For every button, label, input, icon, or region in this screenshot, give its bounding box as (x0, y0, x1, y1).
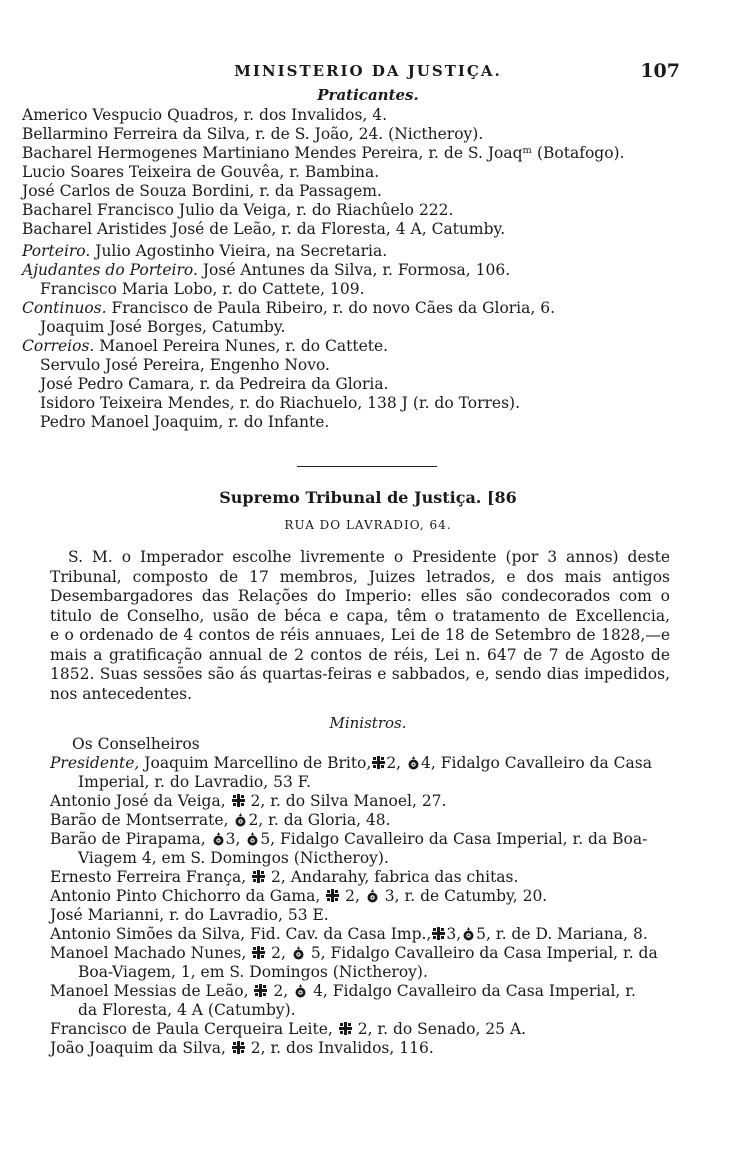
paragraph-line: Tribunal, composto de 17 membros, Juizes letrados, e dos mais antigos (50, 567, 670, 586)
list-item (50, 925, 648, 944)
list-item: Francisco Maria Lobo, r. do Cattete, 109. (40, 280, 365, 298)
order-cross-icon (232, 1041, 245, 1054)
list-item: Pedro Manoel Joaquim, r. do Infante. (40, 413, 330, 431)
order-medal-icon (407, 756, 420, 770)
paragraph-line: e o ordenado de 4 contos de réis annuaes, Lei de 18 de Setembro de 1828,—e (50, 626, 670, 644)
entry-text: 2, (273, 982, 289, 1000)
section-paragraph (50, 548, 670, 704)
order-cross-icon (339, 1022, 352, 1035)
entry-text: 3, (225, 830, 241, 848)
correios-label: Correios. (22, 337, 95, 355)
porteiro-text: Julio Agostinho Vieira, na Secretaria. (95, 242, 388, 260)
list-item: Boa-Viagem, 1, em S. Domingos (Nictheroy). (78, 963, 428, 981)
list-item (50, 944, 658, 963)
list-item (50, 811, 391, 830)
paragraph-line: Desembargadores das Relações do Imperio: elles são condecorados com o (50, 587, 670, 605)
order-cross-icon (252, 946, 265, 959)
presidente-entry (50, 754, 652, 773)
list-item (50, 792, 446, 811)
entry-text: Antonio Simões da Silva, Fid. Cav. da Casa Imp., (50, 925, 432, 943)
porteiro-entry (22, 242, 387, 261)
entry-text: João Joaquim da Silva, (50, 1039, 226, 1057)
continuos-text: Francisco de Paula Ribeiro, r. do novo Cães da Gloria, 6. (111, 299, 556, 317)
page-header-title: MINISTERIO DA JUSTIÇA. (234, 62, 502, 80)
section-address: RUA DO LAVRADIO, 64. (284, 518, 452, 532)
ajudantes-label: Ajudantes do Porteiro. (22, 261, 198, 279)
order-medal-icon (462, 927, 475, 941)
list-item: Americo Vespucio Quadros, r. dos Invalidos, 4. (22, 106, 388, 124)
entry-text: 2, r. do Silva Manoel, 27. (250, 792, 447, 810)
order-medal-icon (246, 832, 259, 846)
list-item (50, 887, 547, 906)
paragraph-line: nos antecedentes. (50, 684, 193, 703)
order-cross-icon (254, 984, 267, 997)
list-item: José Pedro Camara, r. da Pedreira da Gloria. (40, 375, 389, 393)
paragraph-line: S. M. o Imperador escolhe livremente o Presidente (por 3 annos) deste (68, 548, 670, 566)
list-item (50, 1039, 434, 1058)
entry-text: 3, (446, 925, 462, 943)
list-item: José Carlos de Souza Bordini, r. da Passagem. (22, 182, 382, 200)
entry-text: 5, Fidalgo Cavalleiro da Casa Imperial, r. da (310, 944, 658, 962)
entry-text: 4, Fidalgo Cavalleiro da Casa (421, 754, 652, 772)
list-item: José Marianni, r. do Lavradio, 53 E. (50, 906, 329, 924)
entry-text: Antonio Pinto Chichorro da Gama, (50, 887, 321, 905)
entry-text: Antonio José da Veiga, (50, 792, 226, 810)
conselheiros-label: Os Conselheiros (72, 735, 200, 753)
list-item: da Floresta, 4 A (Catumby). (78, 1001, 296, 1019)
presidente-label: Presidente, (50, 754, 140, 772)
list-item (50, 868, 518, 887)
list-item (50, 982, 636, 1001)
entry-text: 2, Andarahy, fabrica das chitas. (271, 868, 519, 886)
paragraph-line: 1852. Suas sessões são ás quartas-feiras e sabbados, e, sendo dias impedidos, (50, 665, 670, 683)
list-item (50, 830, 647, 849)
order-medal-icon (366, 889, 379, 903)
entry-text: Manoel Messias de Leão, (50, 982, 249, 1000)
correios-text: Manoel Pereira Nunes, r. do Cattete. (99, 337, 389, 355)
entry-text: 5, r. de D. Mariana, 8. (476, 925, 648, 943)
entry-text: Ernesto Ferreira França, (50, 868, 247, 886)
order-cross-icon (326, 889, 339, 902)
list-item: Joaquim José Borges, Catumby. (40, 318, 286, 336)
order-medal-icon (292, 946, 305, 960)
list-item: Bacharel Francisco Julio da Veiga, r. do Riachûelo 222. (22, 201, 454, 219)
section-title: Supremo Tribunal de Justiça. [86 (219, 488, 517, 507)
entry-text: 2, (386, 754, 402, 772)
entry-text: 2, r. dos Invalidos, 116. (250, 1039, 434, 1057)
page-number: 107 (640, 60, 680, 82)
entry-text: Manoel Machado Nunes, (50, 944, 247, 962)
order-cross-icon (372, 756, 385, 769)
entry-text: 4, Fidalgo Cavalleiro da Casa Imperial, r. (313, 982, 636, 1000)
continuos-label: Continuos. (22, 299, 107, 317)
praticantes-heading: Praticantes. (317, 86, 419, 104)
paragraph-line: mais a gratificação annual de 2 contos de réis, Lei n. 647 de 7 de Agosto de (50, 645, 670, 664)
ajudantes-entry (22, 261, 510, 280)
order-medal-icon (294, 984, 307, 998)
entry-text: 2, (271, 944, 286, 962)
entry-text: Barão de Montserrate, (50, 811, 229, 829)
list-item: Bacharel Aristides José de Leão, r. da Floresta, 4 A, Catumby. (22, 220, 506, 238)
entry-text: 3, r. de Catumby, 20. (384, 887, 548, 905)
paragraph-line: titulo de Conselho, usão de béca e capa, têm o tratamento de Excellencia, (50, 606, 670, 625)
entry-text: 5, Fidalgo Cavalleiro da Casa Imperial, r. da Boa- (260, 830, 648, 848)
list-item: Isidoro Teixeira Mendes, r. do Riachuelo, 138 J (r. do Torres). (40, 394, 521, 412)
list-item: Bellarmino Ferreira da Silva, r. de S. João, 24. (Nictheroy). (22, 125, 484, 143)
ajudantes-text: José Antunes da Silva, r. Formosa, 106. (202, 261, 511, 279)
entry-text: 2, (345, 887, 360, 905)
porteiro-label: Porteiro. (22, 242, 91, 260)
order-cross-icon (252, 870, 265, 883)
ministros-heading: Ministros. (329, 714, 407, 732)
list-item: Servulo José Pereira, Engenho Novo. (40, 356, 330, 374)
order-cross-icon (232, 794, 245, 807)
order-cross-icon (432, 927, 445, 940)
entry-text: 2, r. da Gloria, 48. (248, 811, 391, 829)
list-item: Viagem 4, em S. Domingos (Nictheroy). (78, 849, 389, 867)
list-item (50, 1020, 526, 1039)
order-medal-icon (234, 813, 247, 827)
entry-text: Joaquim Marcellino de Brito, (144, 754, 372, 772)
correios-entry (22, 337, 388, 356)
entry-text: 2, r. do Senado, 25 A. (357, 1020, 527, 1038)
list-item: Imperial, r. do Lavradio, 53 F. (78, 773, 311, 791)
continuos-entry (22, 299, 555, 318)
section-divider (297, 466, 437, 467)
list-item: Lucio Soares Teixeira de Gouvêa, r. Bambina. (22, 163, 380, 181)
entry-text: Barão de Pirapama, (50, 830, 206, 848)
list-item: Bacharel Hermogenes Martiniano Mendes Pereira, r. de S. Joaqᵐ (Botafogo). (22, 144, 625, 162)
entry-text: Francisco de Paula Cerqueira Leite, (50, 1020, 333, 1038)
order-medal-icon (212, 832, 225, 846)
